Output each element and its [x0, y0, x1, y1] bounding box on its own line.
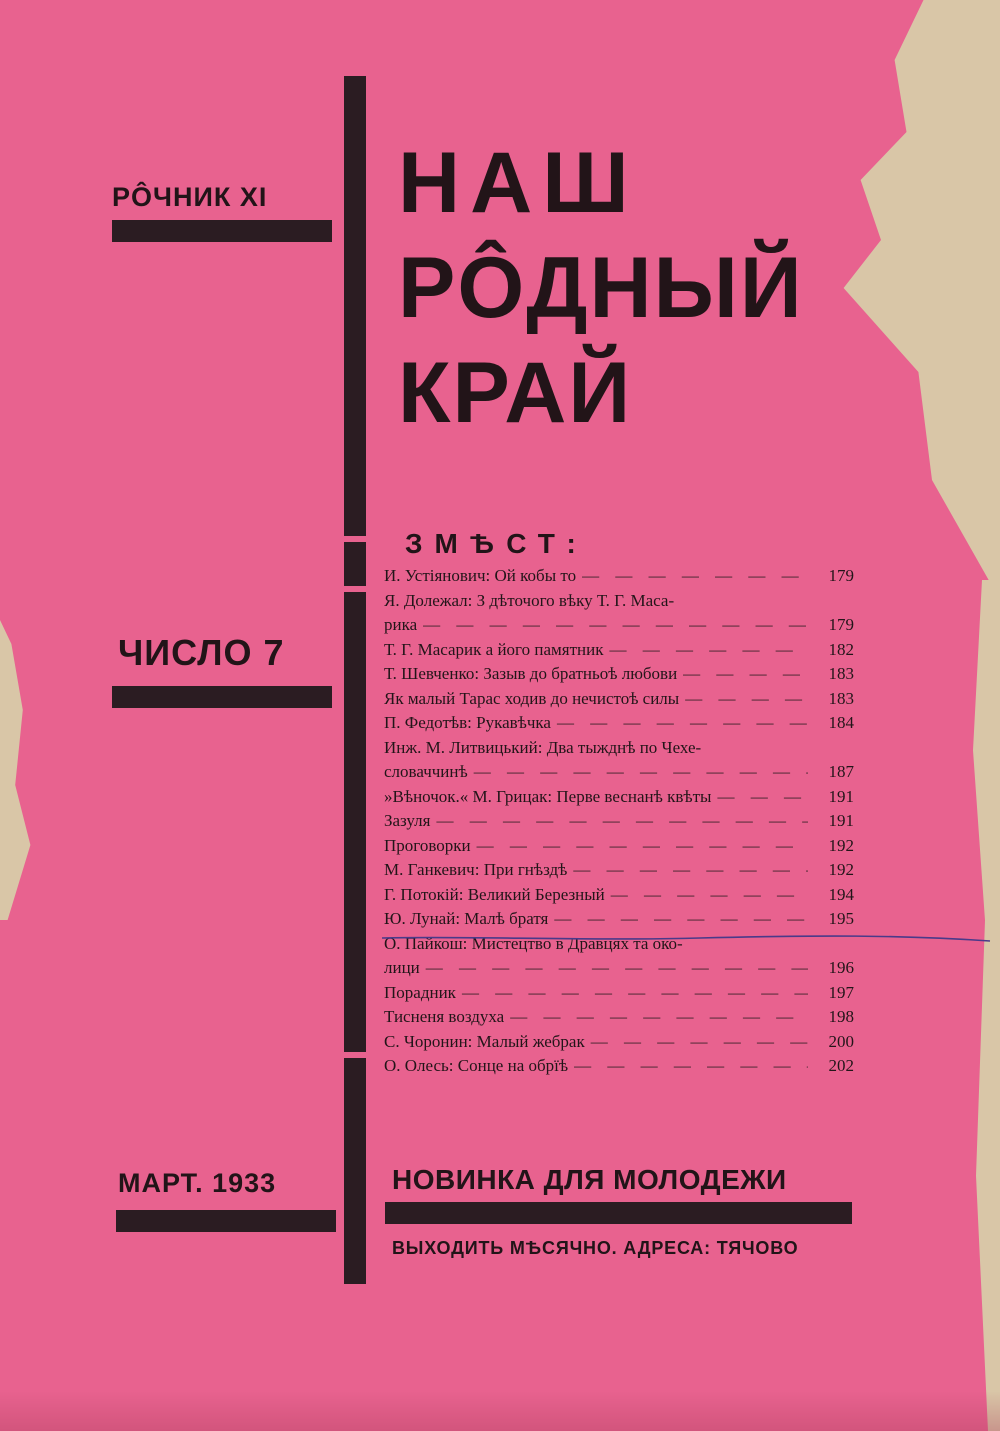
leader-dots — [504, 1007, 808, 1027]
toc-entry-page: 198 — [828, 1007, 854, 1026]
toc-entry-page: 197 — [828, 982, 854, 1002]
toc-entry — [384, 566, 854, 591]
leader-dots — [468, 762, 808, 782]
toc-entry-page: 196 — [828, 958, 854, 977]
worn-right-edge — [940, 580, 1000, 1431]
toc-entry-page: 184 — [828, 713, 854, 732]
toc-entry — [384, 983, 854, 1008]
vertical-rule — [344, 76, 366, 1284]
leader-dots — [605, 885, 808, 905]
table-of-contents — [384, 566, 854, 1081]
toc-entry — [384, 860, 854, 885]
title-line-3: КРАЙ — [398, 345, 633, 441]
title-line-2: РÔДНЫЙ — [398, 240, 804, 336]
leader-dots — [567, 860, 808, 880]
toc-entry-label: Инж. М. Литвицький: Два тыжднѣ по Чехе- — [384, 737, 702, 757]
toc-entry-page: 202 — [828, 1056, 854, 1075]
toc-entry-label: О. Пайкош: Мистецтво в Дравцях та око- — [384, 933, 683, 953]
title-line-1: НАШ — [398, 135, 639, 231]
rule-gap — [344, 536, 366, 542]
toc-entry-label: Зазуля — [384, 811, 431, 830]
toc-entry-label: Порадник — [384, 982, 456, 1002]
horizontal-rule — [116, 1210, 336, 1232]
toc-entry-label: Проговорки — [384, 835, 471, 855]
rule-gap — [344, 1052, 366, 1058]
issue-date: МАРТ. 1933 — [118, 1168, 277, 1198]
issue-number: ЧИСЛО 7 — [118, 632, 285, 673]
toc-entry-label: Г. Потокій: Великий Березный — [384, 884, 605, 904]
publication-info: ВЫХОДИТЬ МѢСЯЧНО. АДРЕСА: ТЯЧОВО — [392, 1238, 799, 1258]
toc-entry-label: Тисненя воздуха — [384, 1007, 505, 1026]
bottom-shadow — [0, 1391, 1000, 1431]
leader-dots — [417, 615, 808, 635]
toc-entry-page: 182 — [828, 639, 854, 659]
toc-entry-label: М. Ганкевич: При гнѣздѣ — [384, 860, 568, 879]
leader-dots — [677, 664, 808, 684]
toc-entry-label: П. Федотѣв: Рукавѣчка — [384, 713, 551, 732]
toc-entry-label: Т. Шевченко: Зазыв до братньоѣ любови — [384, 664, 678, 683]
leader-dots — [548, 909, 808, 929]
contents-heading: ЗМѢСТ: — [405, 528, 588, 559]
toc-entry-page: 187 — [828, 762, 854, 781]
toc-entry-page: 179 — [828, 566, 854, 585]
toc-entry-page: 195 — [828, 909, 854, 928]
leader-dots — [711, 787, 808, 807]
leader-dots — [430, 811, 808, 831]
toc-entry — [384, 664, 854, 689]
toc-entry — [384, 909, 854, 934]
toc-entry-page: 194 — [828, 884, 854, 904]
toc-entry-label: И. Устіянович: Ой кобы то — [384, 566, 577, 585]
leader-dots — [576, 566, 808, 586]
toc-entry-label: Т. Г. Масарик а його памятник — [384, 639, 604, 659]
leader-dots — [420, 958, 808, 978]
toc-entry-label: С. Чоронин: Малый жебрак — [384, 1031, 585, 1051]
horizontal-rule — [112, 220, 332, 242]
leader-dots — [568, 1056, 808, 1076]
toc-entry-page: 183 — [828, 664, 854, 683]
toc-entry-page: 183 — [828, 688, 854, 708]
worn-corner — [830, 0, 1000, 600]
toc-entry-label: Ю. Лунай: Малѣ братя — [384, 909, 549, 928]
toc-entry-label: лици — [384, 958, 420, 977]
leader-dots — [551, 713, 808, 733]
toc-entry-page: 192 — [828, 835, 854, 855]
toc-entry — [384, 640, 854, 665]
leader-dots — [679, 689, 808, 709]
toc-entry-label: словаччинѣ — [384, 762, 468, 781]
leader-dots — [456, 983, 808, 1003]
toc-entry — [384, 811, 854, 836]
toc-entry — [384, 836, 854, 861]
toc-entry-page: 200 — [828, 1031, 854, 1051]
toc-entry-page: 192 — [828, 860, 854, 879]
toc-entry-label: Як малый Тарас ходив до нечистоѣ силы — [384, 688, 680, 708]
horizontal-rule — [112, 686, 332, 708]
pen-mark-line — [380, 932, 992, 946]
horizontal-rule — [385, 1202, 852, 1224]
tagline: НОВИНКА ДЛЯ МОЛОДЕЖИ — [392, 1164, 787, 1195]
toc-entry — [384, 1007, 854, 1032]
toc-entry — [384, 591, 854, 616]
toc-entry-page: 179 — [828, 615, 854, 634]
toc-entry-page: 191 — [828, 811, 854, 830]
rule-gap — [344, 586, 366, 592]
toc-entry — [384, 1056, 854, 1081]
toc-entry — [384, 787, 854, 812]
year-volume: РÔЧНИК XI — [112, 182, 268, 212]
toc-entry — [384, 738, 854, 763]
leader-dots — [471, 836, 808, 856]
toc-entry-label: »Вѣночок.« М. Грицак: Перве веснанѣ квѣты — [384, 786, 712, 806]
toc-entry-page: 191 — [828, 786, 854, 806]
toc-entry-label: О. Олесь: Сонце на обрїѣ — [384, 1056, 569, 1075]
toc-entry — [384, 713, 854, 738]
worn-left-edge — [0, 620, 38, 920]
leader-dots — [585, 1032, 808, 1052]
toc-entry — [384, 762, 854, 787]
toc-entry — [384, 885, 854, 910]
leader-dots — [603, 640, 808, 660]
toc-entry — [384, 958, 854, 983]
toc-entry-label: Я. Долежал: З дѣточого вѣку Т. Г. Маса- — [384, 590, 675, 610]
toc-entry — [384, 689, 854, 714]
toc-entry — [384, 1032, 854, 1057]
toc-entry — [384, 615, 854, 640]
toc-entry-label: рика — [384, 615, 418, 634]
